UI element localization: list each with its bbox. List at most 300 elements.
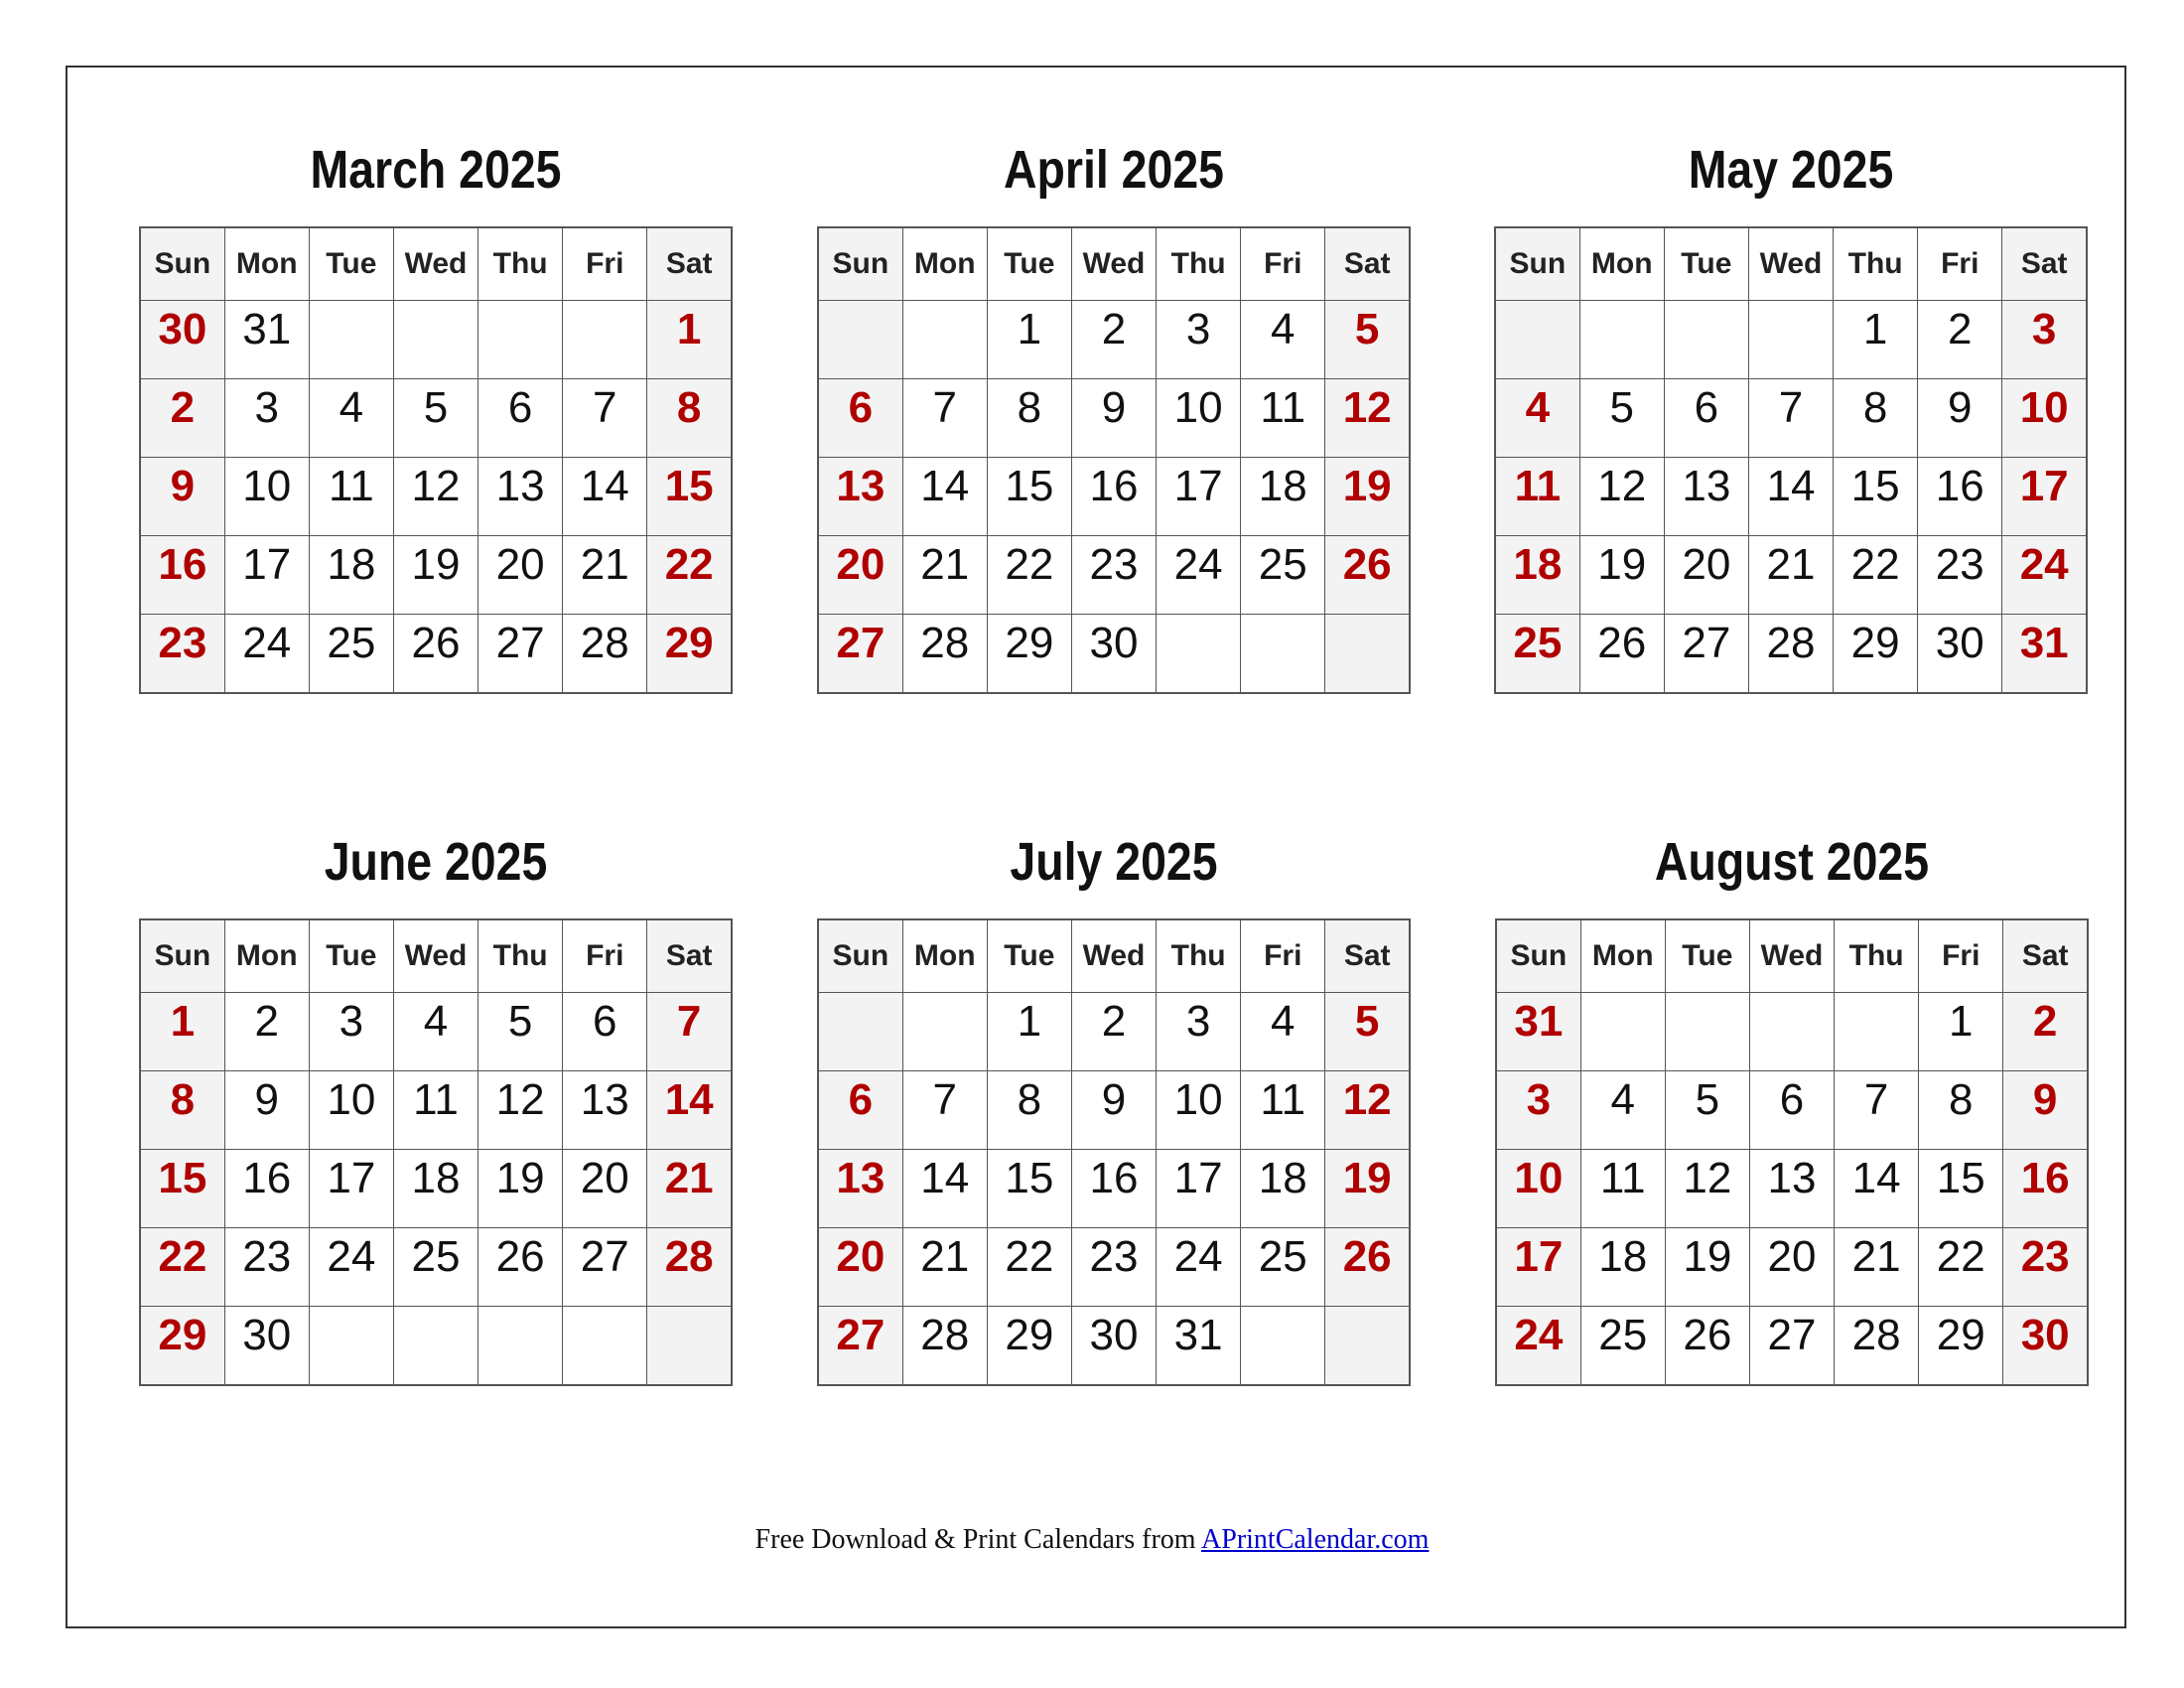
day-cell: 20 bbox=[478, 536, 563, 615]
day-cell: 19 bbox=[1325, 458, 1410, 536]
day-cell: 13 bbox=[1664, 458, 1748, 536]
day-cell: 6 bbox=[818, 1071, 902, 1150]
day-cell: 24 bbox=[2002, 536, 2087, 615]
day-cell: 4 bbox=[1495, 379, 1579, 458]
day-cell bbox=[309, 301, 393, 379]
weekday-header: Sat bbox=[647, 919, 732, 993]
weekday-header: Sat bbox=[2002, 227, 2087, 301]
day-cell: 26 bbox=[393, 615, 478, 694]
month-table bbox=[1494, 226, 2088, 694]
month-title: August 2025 bbox=[1654, 832, 1930, 892]
weekday-header: Fri bbox=[1241, 227, 1325, 301]
month-title: April 2025 bbox=[1003, 140, 1224, 200]
day-cell: 7 bbox=[902, 379, 987, 458]
week-row bbox=[140, 993, 732, 1071]
day-cell: 21 bbox=[563, 536, 647, 615]
weekday-header: Mon bbox=[902, 919, 987, 993]
day-cell bbox=[1325, 1307, 1410, 1386]
day-cell: 5 bbox=[1579, 379, 1664, 458]
day-cell: 2 bbox=[1071, 993, 1156, 1071]
week-row bbox=[140, 1228, 732, 1307]
day-cell bbox=[1835, 993, 1919, 1071]
day-cell: 15 bbox=[987, 458, 1071, 536]
weekday-header: Thu bbox=[1157, 227, 1241, 301]
day-cell: 19 bbox=[478, 1150, 563, 1228]
day-cell: 22 bbox=[987, 536, 1071, 615]
day-cell: 13 bbox=[563, 1071, 647, 1150]
week-row bbox=[818, 1071, 1410, 1150]
day-cell: 9 bbox=[1071, 1071, 1156, 1150]
day-cell: 14 bbox=[902, 458, 987, 536]
day-cell: 17 bbox=[309, 1150, 393, 1228]
week-row bbox=[140, 379, 732, 458]
day-cell: 11 bbox=[309, 458, 393, 536]
day-cell: 15 bbox=[1919, 1150, 2003, 1228]
weekday-header: Sun bbox=[1495, 227, 1579, 301]
day-cell: 22 bbox=[1919, 1228, 2003, 1307]
day-cell: 30 bbox=[1071, 615, 1156, 694]
day-cell: 25 bbox=[1241, 1228, 1325, 1307]
month-table bbox=[1495, 918, 2089, 1386]
day-cell bbox=[1241, 615, 1325, 694]
day-cell: 5 bbox=[393, 379, 478, 458]
day-cell: 1 bbox=[987, 993, 1071, 1071]
day-cell: 21 bbox=[1748, 536, 1833, 615]
day-cell: 18 bbox=[1241, 458, 1325, 536]
day-cell bbox=[902, 301, 987, 379]
weekday-header: Thu bbox=[1834, 227, 1918, 301]
day-cell: 28 bbox=[902, 615, 987, 694]
weekday-header: Mon bbox=[224, 919, 309, 993]
day-cell: 30 bbox=[2003, 1307, 2088, 1386]
day-cell: 17 bbox=[1496, 1228, 1580, 1307]
day-cell: 27 bbox=[478, 615, 563, 694]
day-cell bbox=[1325, 615, 1410, 694]
week-row bbox=[1496, 1150, 2088, 1228]
day-cell: 15 bbox=[987, 1150, 1071, 1228]
day-cell: 16 bbox=[2003, 1150, 2088, 1228]
day-cell: 23 bbox=[1071, 1228, 1156, 1307]
day-cell: 6 bbox=[563, 993, 647, 1071]
day-cell bbox=[1157, 615, 1241, 694]
weekday-header: Wed bbox=[393, 919, 478, 993]
day-cell: 3 bbox=[1157, 993, 1241, 1071]
weekday-header: Wed bbox=[1749, 919, 1834, 993]
day-cell: 23 bbox=[224, 1228, 309, 1307]
day-cell: 27 bbox=[563, 1228, 647, 1307]
day-cell: 24 bbox=[224, 615, 309, 694]
day-cell bbox=[1749, 993, 1834, 1071]
day-cell: 22 bbox=[987, 1228, 1071, 1307]
day-cell: 11 bbox=[1241, 1071, 1325, 1150]
weekday-header: Tue bbox=[309, 919, 393, 993]
day-cell: 24 bbox=[1157, 536, 1241, 615]
day-cell: 10 bbox=[224, 458, 309, 536]
week-row bbox=[818, 615, 1410, 694]
footer-text: Free Download & Print Calendars from bbox=[754, 1524, 1202, 1555]
week-row bbox=[1495, 536, 2087, 615]
day-cell bbox=[1495, 301, 1579, 379]
weekday-header: Mon bbox=[224, 227, 309, 301]
day-cell: 2 bbox=[1918, 301, 2002, 379]
day-cell: 17 bbox=[1157, 1150, 1241, 1228]
day-cell: 3 bbox=[1496, 1071, 1580, 1150]
day-cell: 2 bbox=[224, 993, 309, 1071]
weekday-header-row bbox=[140, 227, 732, 301]
weekday-header: Mon bbox=[902, 227, 987, 301]
day-cell: 12 bbox=[1325, 1071, 1410, 1150]
day-cell: 13 bbox=[818, 1150, 902, 1228]
weekday-header: Wed bbox=[1071, 227, 1156, 301]
day-cell: 12 bbox=[1665, 1150, 1749, 1228]
day-cell: 1 bbox=[140, 993, 224, 1071]
day-cell bbox=[393, 301, 478, 379]
footer bbox=[0, 1524, 2184, 1556]
day-cell: 29 bbox=[987, 1307, 1071, 1386]
month-table bbox=[817, 918, 1411, 1386]
month-table bbox=[139, 226, 733, 694]
day-cell bbox=[647, 1307, 732, 1386]
weekday-header: Sat bbox=[1325, 919, 1410, 993]
day-cell: 5 bbox=[1665, 1071, 1749, 1150]
day-cell: 29 bbox=[1834, 615, 1918, 694]
weekday-header-row bbox=[1496, 919, 2088, 993]
day-cell: 31 bbox=[224, 301, 309, 379]
day-cell: 10 bbox=[2002, 379, 2087, 458]
day-cell: 31 bbox=[1496, 993, 1580, 1071]
day-cell: 4 bbox=[393, 993, 478, 1071]
day-cell: 29 bbox=[140, 1307, 224, 1386]
day-cell: 16 bbox=[1071, 458, 1156, 536]
day-cell: 11 bbox=[1495, 458, 1579, 536]
week-row bbox=[818, 1150, 1410, 1228]
weekday-header: Wed bbox=[393, 227, 478, 301]
day-cell: 3 bbox=[1157, 301, 1241, 379]
day-cell: 7 bbox=[563, 379, 647, 458]
month-title: March 2025 bbox=[310, 140, 562, 200]
day-cell: 16 bbox=[1918, 458, 2002, 536]
day-cell: 12 bbox=[1579, 458, 1664, 536]
weekday-header: Mon bbox=[1579, 227, 1664, 301]
day-cell: 24 bbox=[309, 1228, 393, 1307]
week-row bbox=[1496, 1228, 2088, 1307]
day-cell: 6 bbox=[478, 379, 563, 458]
day-cell: 28 bbox=[902, 1307, 987, 1386]
day-cell: 16 bbox=[224, 1150, 309, 1228]
day-cell: 9 bbox=[1071, 379, 1156, 458]
weekday-header: Sat bbox=[1325, 227, 1410, 301]
day-cell: 14 bbox=[1835, 1150, 1919, 1228]
day-cell: 7 bbox=[647, 993, 732, 1071]
day-cell: 1 bbox=[1919, 993, 2003, 1071]
day-cell: 16 bbox=[1071, 1150, 1156, 1228]
weekday-header: Thu bbox=[1835, 919, 1919, 993]
day-cell: 27 bbox=[1664, 615, 1748, 694]
day-cell: 27 bbox=[1749, 1307, 1834, 1386]
day-cell: 8 bbox=[1834, 379, 1918, 458]
week-row bbox=[1495, 458, 2087, 536]
day-cell: 25 bbox=[1580, 1307, 1665, 1386]
day-cell: 11 bbox=[1241, 379, 1325, 458]
day-cell: 9 bbox=[2003, 1071, 2088, 1150]
weekday-header: Wed bbox=[1748, 227, 1833, 301]
week-row bbox=[1495, 379, 2087, 458]
day-cell bbox=[393, 1307, 478, 1386]
day-cell: 9 bbox=[224, 1071, 309, 1150]
weekday-header: Fri bbox=[1918, 227, 2002, 301]
week-row bbox=[140, 615, 732, 694]
day-cell: 31 bbox=[2002, 615, 2087, 694]
weekday-header: Sat bbox=[2003, 919, 2088, 993]
day-cell: 21 bbox=[647, 1150, 732, 1228]
day-cell bbox=[818, 993, 902, 1071]
day-cell bbox=[478, 1307, 563, 1386]
day-cell: 23 bbox=[1918, 536, 2002, 615]
day-cell: 21 bbox=[902, 536, 987, 615]
day-cell: 18 bbox=[1580, 1228, 1665, 1307]
month-title: July 2025 bbox=[1010, 832, 1218, 892]
week-row bbox=[818, 301, 1410, 379]
day-cell: 3 bbox=[309, 993, 393, 1071]
weekday-header: Sun bbox=[818, 227, 902, 301]
day-cell: 4 bbox=[1580, 1071, 1665, 1150]
day-cell: 18 bbox=[1241, 1150, 1325, 1228]
weekday-header: Tue bbox=[987, 919, 1071, 993]
week-row bbox=[140, 301, 732, 379]
weekday-header: Sun bbox=[1496, 919, 1580, 993]
week-row bbox=[140, 458, 732, 536]
weekday-header: Sat bbox=[647, 227, 732, 301]
weekday-header: Sun bbox=[140, 919, 224, 993]
day-cell: 23 bbox=[140, 615, 224, 694]
day-cell: 22 bbox=[647, 536, 732, 615]
day-cell: 17 bbox=[2002, 458, 2087, 536]
day-cell: 14 bbox=[563, 458, 647, 536]
weekday-header: Fri bbox=[563, 227, 647, 301]
day-cell: 12 bbox=[1325, 379, 1410, 458]
day-cell: 11 bbox=[1580, 1150, 1665, 1228]
day-cell: 23 bbox=[1071, 536, 1156, 615]
week-row bbox=[1496, 1071, 2088, 1150]
weekday-header: Tue bbox=[309, 227, 393, 301]
day-cell bbox=[478, 301, 563, 379]
day-cell: 20 bbox=[1664, 536, 1748, 615]
day-cell: 28 bbox=[647, 1228, 732, 1307]
day-cell: 25 bbox=[309, 615, 393, 694]
day-cell bbox=[902, 993, 987, 1071]
day-cell: 15 bbox=[1834, 458, 1918, 536]
day-cell: 28 bbox=[563, 615, 647, 694]
week-row bbox=[818, 1307, 1410, 1386]
day-cell: 8 bbox=[987, 379, 1071, 458]
day-cell: 22 bbox=[1834, 536, 1918, 615]
day-cell: 11 bbox=[393, 1071, 478, 1150]
day-cell: 5 bbox=[1325, 993, 1410, 1071]
day-cell: 12 bbox=[393, 458, 478, 536]
weekday-header: Fri bbox=[1919, 919, 2003, 993]
day-cell: 1 bbox=[987, 301, 1071, 379]
day-cell bbox=[1580, 993, 1665, 1071]
weekday-header-row bbox=[818, 919, 1410, 993]
day-cell: 20 bbox=[1749, 1228, 1834, 1307]
day-cell: 10 bbox=[1157, 1071, 1241, 1150]
week-row bbox=[818, 993, 1410, 1071]
weekday-header: Sun bbox=[818, 919, 902, 993]
week-row bbox=[818, 1228, 1410, 1307]
week-row bbox=[818, 536, 1410, 615]
day-cell: 25 bbox=[1241, 536, 1325, 615]
weekday-header: Thu bbox=[478, 919, 563, 993]
day-cell: 10 bbox=[1157, 379, 1241, 458]
weekday-header: Tue bbox=[987, 227, 1071, 301]
day-cell: 24 bbox=[1496, 1307, 1580, 1386]
day-cell: 8 bbox=[1919, 1071, 2003, 1150]
day-cell: 6 bbox=[1749, 1071, 1834, 1150]
day-cell: 2 bbox=[2003, 993, 2088, 1071]
day-cell: 9 bbox=[1918, 379, 2002, 458]
week-row bbox=[1495, 301, 2087, 379]
day-cell: 6 bbox=[818, 379, 902, 458]
day-cell: 29 bbox=[647, 615, 732, 694]
day-cell bbox=[563, 301, 647, 379]
day-cell: 26 bbox=[478, 1228, 563, 1307]
day-cell: 13 bbox=[1749, 1150, 1834, 1228]
day-cell: 3 bbox=[224, 379, 309, 458]
day-cell: 4 bbox=[309, 379, 393, 458]
day-cell: 15 bbox=[140, 1150, 224, 1228]
day-cell: 2 bbox=[140, 379, 224, 458]
day-cell: 14 bbox=[902, 1150, 987, 1228]
day-cell: 4 bbox=[1241, 301, 1325, 379]
day-cell: 7 bbox=[1835, 1071, 1919, 1150]
day-cell: 26 bbox=[1325, 1228, 1410, 1307]
day-cell: 20 bbox=[818, 1228, 902, 1307]
day-cell: 12 bbox=[478, 1071, 563, 1150]
day-cell: 30 bbox=[224, 1307, 309, 1386]
day-cell: 4 bbox=[1241, 993, 1325, 1071]
weekday-header-row bbox=[818, 227, 1410, 301]
day-cell: 26 bbox=[1665, 1307, 1749, 1386]
week-row bbox=[140, 1071, 732, 1150]
day-cell: 18 bbox=[393, 1150, 478, 1228]
day-cell bbox=[1665, 993, 1749, 1071]
weekday-header: Tue bbox=[1664, 227, 1748, 301]
day-cell: 19 bbox=[393, 536, 478, 615]
day-cell: 8 bbox=[647, 379, 732, 458]
day-cell: 28 bbox=[1835, 1307, 1919, 1386]
day-cell: 19 bbox=[1325, 1150, 1410, 1228]
day-cell: 30 bbox=[1071, 1307, 1156, 1386]
day-cell bbox=[818, 301, 902, 379]
day-cell: 8 bbox=[987, 1071, 1071, 1150]
weekday-header: Mon bbox=[1580, 919, 1665, 993]
day-cell: 18 bbox=[309, 536, 393, 615]
day-cell: 17 bbox=[224, 536, 309, 615]
day-cell: 30 bbox=[1918, 615, 2002, 694]
weekday-header: Thu bbox=[1157, 919, 1241, 993]
day-cell bbox=[309, 1307, 393, 1386]
day-cell: 14 bbox=[647, 1071, 732, 1150]
day-cell bbox=[1579, 301, 1664, 379]
day-cell: 21 bbox=[1835, 1228, 1919, 1307]
weekday-header: Sun bbox=[140, 227, 224, 301]
day-cell: 31 bbox=[1157, 1307, 1241, 1386]
day-cell: 17 bbox=[1157, 458, 1241, 536]
day-cell: 27 bbox=[818, 615, 902, 694]
day-cell: 13 bbox=[818, 458, 902, 536]
month-title: June 2025 bbox=[324, 832, 548, 892]
day-cell: 27 bbox=[818, 1307, 902, 1386]
day-cell: 16 bbox=[140, 536, 224, 615]
day-cell: 10 bbox=[1496, 1150, 1580, 1228]
day-cell bbox=[1664, 301, 1748, 379]
weekday-header: Wed bbox=[1071, 919, 1156, 993]
day-cell: 26 bbox=[1579, 615, 1664, 694]
day-cell bbox=[563, 1307, 647, 1386]
month-table bbox=[139, 918, 733, 1386]
day-cell: 24 bbox=[1157, 1228, 1241, 1307]
day-cell: 3 bbox=[2002, 301, 2087, 379]
day-cell bbox=[1748, 301, 1833, 379]
weekday-header-row bbox=[140, 919, 732, 993]
week-row bbox=[140, 536, 732, 615]
day-cell: 22 bbox=[140, 1228, 224, 1307]
day-cell: 9 bbox=[140, 458, 224, 536]
month-table bbox=[817, 226, 1411, 694]
day-cell: 1 bbox=[1834, 301, 1918, 379]
weekday-header: Fri bbox=[1241, 919, 1325, 993]
day-cell: 5 bbox=[478, 993, 563, 1071]
day-cell: 25 bbox=[1495, 615, 1579, 694]
month-title: May 2025 bbox=[1688, 140, 1894, 200]
day-cell: 25 bbox=[393, 1228, 478, 1307]
weekday-header: Thu bbox=[478, 227, 563, 301]
day-cell: 20 bbox=[563, 1150, 647, 1228]
day-cell: 10 bbox=[309, 1071, 393, 1150]
week-row bbox=[140, 1150, 732, 1228]
day-cell: 5 bbox=[1325, 301, 1410, 379]
day-cell: 29 bbox=[987, 615, 1071, 694]
week-row bbox=[1495, 615, 2087, 694]
day-cell: 21 bbox=[902, 1228, 987, 1307]
day-cell: 18 bbox=[1495, 536, 1579, 615]
week-row bbox=[818, 379, 1410, 458]
day-cell: 28 bbox=[1748, 615, 1833, 694]
day-cell: 23 bbox=[2003, 1228, 2088, 1307]
day-cell: 14 bbox=[1748, 458, 1833, 536]
day-cell: 7 bbox=[902, 1071, 987, 1150]
weekday-header: Fri bbox=[563, 919, 647, 993]
weekday-header: Tue bbox=[1665, 919, 1749, 993]
week-row bbox=[818, 458, 1410, 536]
footer-link[interactable]: APrintCalendar.com bbox=[1201, 1524, 1430, 1555]
day-cell: 13 bbox=[478, 458, 563, 536]
day-cell: 2 bbox=[1071, 301, 1156, 379]
day-cell: 30 bbox=[140, 301, 224, 379]
day-cell: 19 bbox=[1665, 1228, 1749, 1307]
day-cell: 29 bbox=[1919, 1307, 2003, 1386]
day-cell: 7 bbox=[1748, 379, 1833, 458]
day-cell bbox=[1241, 1307, 1325, 1386]
weekday-header-row bbox=[1495, 227, 2087, 301]
day-cell: 26 bbox=[1325, 536, 1410, 615]
day-cell: 20 bbox=[818, 536, 902, 615]
day-cell: 8 bbox=[140, 1071, 224, 1150]
day-cell: 15 bbox=[647, 458, 732, 536]
day-cell: 1 bbox=[647, 301, 732, 379]
week-row bbox=[1496, 1307, 2088, 1386]
day-cell: 19 bbox=[1579, 536, 1664, 615]
